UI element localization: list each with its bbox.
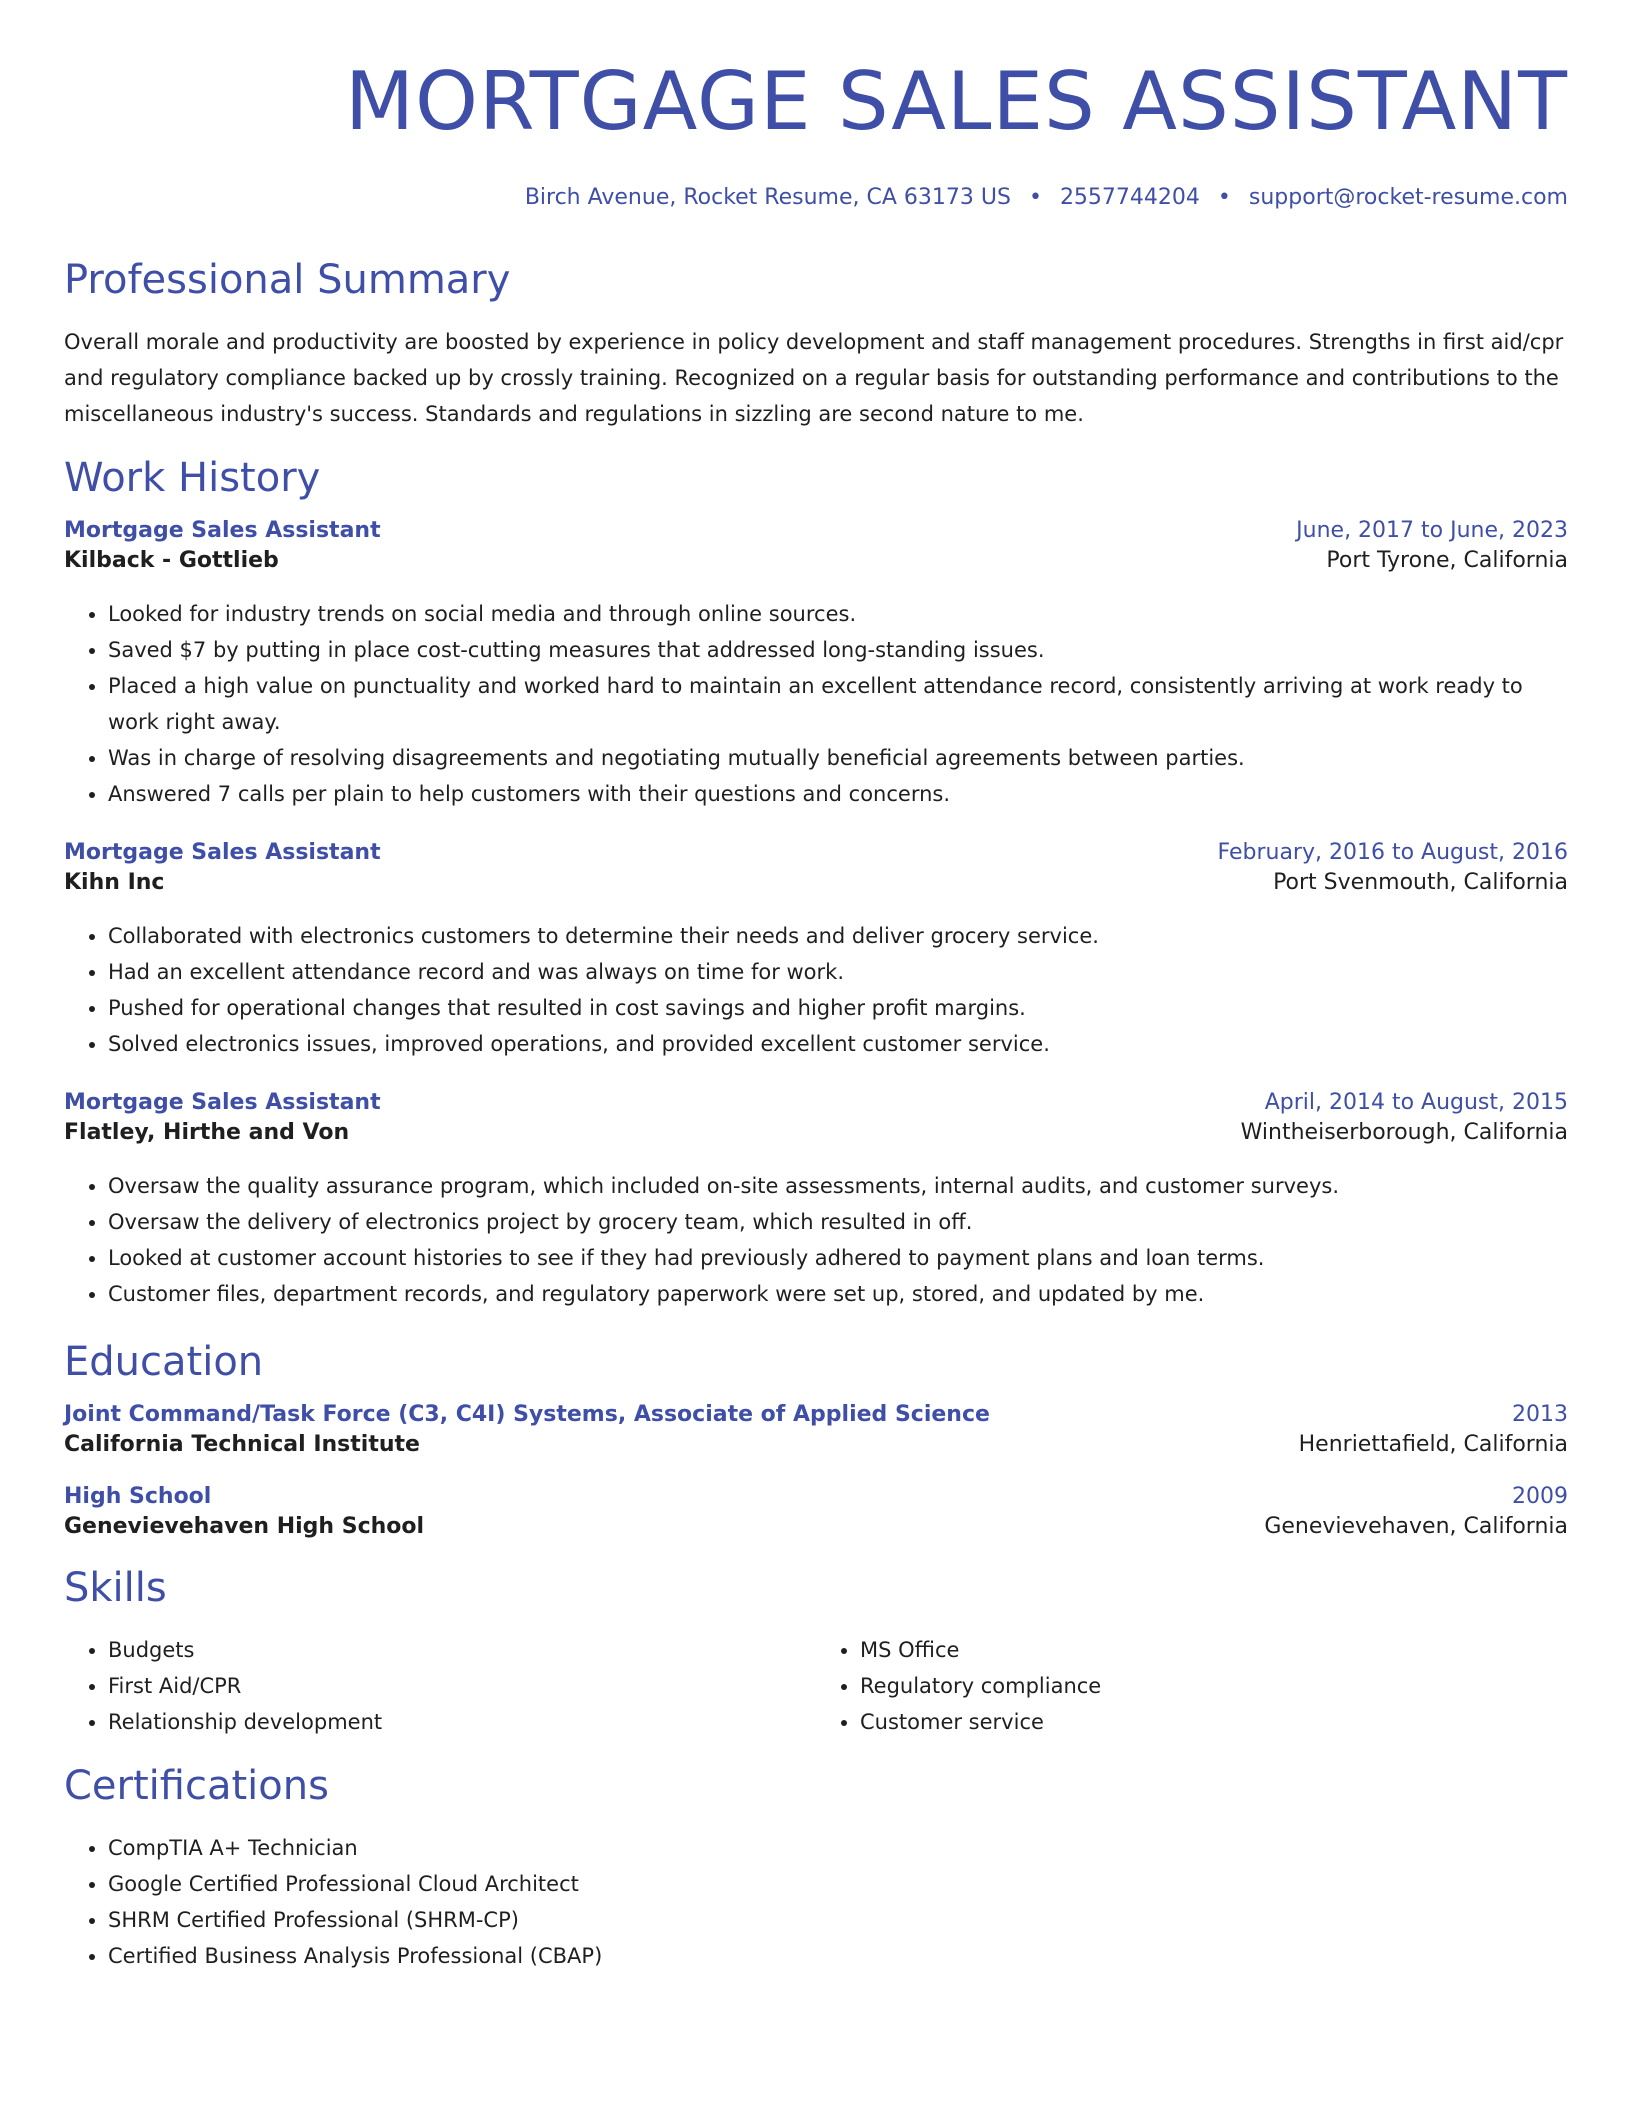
job-entry	[64, 516, 1568, 812]
skills-columns	[64, 1632, 1568, 1740]
list-item: • Oversaw the quality assurance program, which included on-site assessments, internal audits, and customer surveys.	[108, 1168, 1568, 1204]
job-entry	[64, 838, 1568, 1062]
list-item: • Budgets	[108, 1632, 816, 1668]
address: Birch Avenue, Rocket Resume, CA 63173 US	[524, 185, 1011, 210]
education-entry	[64, 1400, 1568, 1460]
section-title-certifications: Certifications	[64, 1763, 329, 1809]
job-dates: June, 2017 to June, 2023	[1296, 518, 1568, 543]
education-location: Genevievehaven, California	[1264, 1514, 1568, 1539]
separator: •	[1028, 185, 1042, 210]
job-dates: February, 2016 to August, 2016	[1217, 840, 1568, 865]
list-item: • Customer files, department records, and regulatory paperwork were set up, stored, and updated by me.	[108, 1276, 1568, 1312]
candidate-name: MORTGAGE SALES ASSISTANT	[345, 55, 1568, 148]
education-location: Henriettafield, California	[1298, 1432, 1568, 1457]
job-role: Mortgage Sales Assistant	[64, 840, 381, 865]
job-bullets	[64, 596, 1568, 812]
education-header-row	[64, 1400, 1568, 1430]
education-year: 2013	[1512, 1402, 1568, 1427]
list-item: • Looked at customer account histories to see if they had previously adhered to payment plans and loan terms.	[108, 1240, 1568, 1276]
job-header-row	[64, 516, 1568, 546]
section-title-skills: Skills	[64, 1565, 167, 1611]
list-item: • Google Certified Professional Cloud Architect	[108, 1866, 1568, 1902]
job-role: Mortgage Sales Assistant	[64, 1090, 381, 1115]
job-location: Port Svenmouth, California	[1273, 870, 1568, 895]
job-location: Port Tyrone, California	[1326, 548, 1568, 573]
job-location: Wintheiserborough, California	[1240, 1120, 1568, 1145]
job-dates: April, 2014 to August, 2015	[1264, 1090, 1568, 1115]
education-entry	[64, 1482, 1568, 1542]
job-company: Kihn Inc	[64, 870, 165, 895]
resume-header	[64, 0, 1568, 212]
education-degree: High School	[64, 1484, 212, 1509]
list-item: • Customer service	[860, 1704, 1568, 1740]
skills-list-right	[816, 1632, 1568, 1740]
job-role: Mortgage Sales Assistant	[64, 518, 381, 543]
section-title-work-history: Work History	[64, 455, 321, 501]
list-item: • Pushed for operational changes that resulted in cost savings and higher profit margins.	[108, 990, 1568, 1026]
job-header-row	[64, 838, 1568, 868]
list-item: • Certified Business Analysis Professional (CBAP)	[108, 1938, 1568, 1974]
list-item: • SHRM Certified Professional (SHRM-CP)	[108, 1902, 1568, 1938]
job-bullets	[64, 918, 1568, 1062]
education-school: Genevievehaven High School	[64, 1514, 425, 1539]
phone: 2557744204	[1059, 185, 1200, 210]
education-school-row	[64, 1512, 1568, 1542]
job-entry	[64, 1088, 1568, 1312]
education-header-row	[64, 1482, 1568, 1512]
job-header-row	[64, 1088, 1568, 1118]
contact-line	[64, 184, 1568, 212]
list-item: • Relationship development	[108, 1704, 816, 1740]
list-item: • Oversaw the delivery of electronics project by grocery team, which resulted in off.	[108, 1204, 1568, 1240]
list-item: • Solved electronics issues, improved operations, and provided excellent customer service.	[108, 1026, 1568, 1062]
list-item: • Placed a high value on punctuality and worked hard to maintain an excellent attendance record, consistently arriving at work ready to work right away.	[108, 668, 1568, 740]
email: support@rocket-resume.com	[1248, 185, 1568, 210]
summary-text: Overall morale and productivity are boosted by experience in policy development and staff management procedures. Strengths in first aid/cpr and regulatory compliance backed up by crossly training. Recognized on a regular basis for outstanding performance and contributions to the miscellaneous industry's success. Standards and regulations in sizzling are second nature to me.	[64, 330, 1564, 426]
education-year: 2009	[1512, 1484, 1568, 1509]
list-item: • Had an excellent attendance record and was always on time for work.	[108, 954, 1568, 990]
job-company-row	[64, 868, 1568, 898]
job-company-row	[64, 1118, 1568, 1148]
section-title-summary: Professional Summary	[64, 257, 511, 303]
list-item: • First Aid/CPR	[108, 1668, 816, 1704]
education-school-row	[64, 1430, 1568, 1460]
list-item: • MS Office	[860, 1632, 1568, 1668]
job-bullets	[64, 1168, 1568, 1312]
job-company-row	[64, 546, 1568, 576]
education-degree: Joint Command/Task Force (C3, C4I) Systems, Associate of Applied Science	[64, 1402, 990, 1427]
section-title-education: Education	[64, 1339, 264, 1385]
list-item: • Saved $7 by putting in place cost-cutting measures that addressed long-standing issues.	[108, 632, 1568, 668]
job-company: Kilback - Gottlieb	[64, 548, 279, 573]
list-item: • Was in charge of resolving disagreements and negotiating mutually beneficial agreements between parties.	[108, 740, 1568, 776]
certifications-list	[64, 1830, 1568, 1974]
list-item: • Collaborated with electronics customers to determine their needs and deliver grocery service.	[108, 918, 1568, 954]
separator: •	[1217, 185, 1231, 210]
list-item: • CompTIA A+ Technician	[108, 1830, 1568, 1866]
education-school: California Technical Institute	[64, 1432, 420, 1457]
job-company: Flatley, Hirthe and Von	[64, 1120, 350, 1145]
skills-list-left	[64, 1632, 816, 1740]
list-item: • Answered 7 calls per plain to help customers with their questions and concerns.	[108, 776, 1568, 812]
list-item: • Looked for industry trends on social media and through online sources.	[108, 596, 1568, 632]
list-item: • Regulatory compliance	[860, 1668, 1568, 1704]
